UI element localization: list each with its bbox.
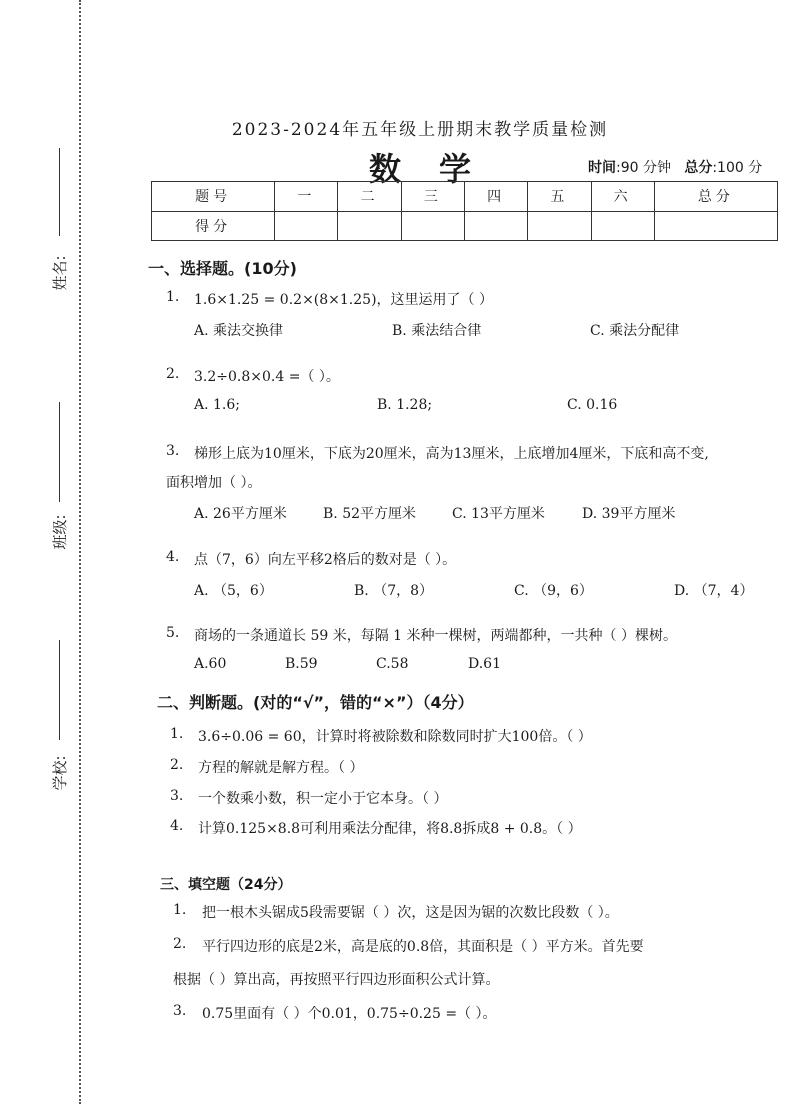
time-label: 时间 bbox=[588, 160, 616, 176]
question-text: 平行四边形的底是2米，高是底的0.8倍，其面积是（ ）平方米。首先要 bbox=[202, 939, 644, 955]
section-3-title: 三、填空题（24分） bbox=[160, 877, 292, 893]
option-a: A. 1.6; bbox=[194, 397, 240, 413]
question-number: 3. bbox=[166, 443, 180, 459]
question-number: 4. bbox=[170, 818, 184, 834]
score-table-header-row bbox=[152, 182, 778, 212]
subject-title: 数学 bbox=[369, 150, 510, 188]
score-header-cell: 四 bbox=[464, 182, 527, 212]
option-c: C. 乘法分配律 bbox=[590, 323, 680, 339]
question-text: 0.75里面有（ ）个0.01，0.75÷0.25 =（ ）。 bbox=[202, 1006, 497, 1022]
name-line bbox=[59, 148, 60, 236]
score-header-cell: 五 bbox=[528, 182, 591, 212]
option-c: C. （9，6） bbox=[514, 583, 593, 599]
option-a: A. 26平方厘米 bbox=[194, 506, 287, 522]
question-number: 1. bbox=[170, 726, 184, 742]
question-text: 商场的一条通道长 59 米，每隔 1 米种一棵树，两端都种，一共种（ ）棵树。 bbox=[194, 628, 677, 644]
exam-title: 2023-2024年五年级上册期末教学质量检测 bbox=[231, 120, 609, 140]
option-c: C. 13平方厘米 bbox=[452, 506, 545, 522]
time-value: :90 分钟 bbox=[616, 160, 671, 176]
option-a: A.60 bbox=[194, 656, 227, 672]
question-text: 梯形上底为10厘米，下底为20厘米，高为13厘米，上底增加4厘米，下底和高不变, bbox=[194, 446, 709, 462]
question-text: 1.6×1.25 = 0.2×(8×1.25)，这里运用了（ ） bbox=[194, 292, 493, 308]
question-number: 3. bbox=[173, 1003, 187, 1019]
score-blank-cell[interactable] bbox=[401, 211, 464, 241]
name-label: 姓名: bbox=[51, 255, 69, 291]
score-blank-cell[interactable] bbox=[338, 211, 401, 241]
option-b: B. （7，8） bbox=[354, 583, 434, 599]
binding-dotted-line bbox=[79, 0, 81, 1104]
score-header-cell: 二 bbox=[338, 182, 401, 212]
score-table bbox=[151, 181, 778, 241]
question-text: 3.2÷0.8×0.4 =（ ）。 bbox=[194, 369, 340, 385]
score-row-label: 得分 bbox=[152, 211, 275, 241]
option-d: D. 39平方厘米 bbox=[582, 506, 676, 522]
question-text: 方程的解就是解方程。（ ） bbox=[198, 760, 364, 776]
question-text: 计算0.125×8.8可利用乘法分配律，将8.8拆成8 + 0.8。（ ） bbox=[198, 821, 582, 837]
section-2-title: 二、判断题。(对的“√”，错的“×”）（4分） bbox=[157, 693, 474, 712]
option-c: C.58 bbox=[376, 656, 409, 672]
option-d: D.61 bbox=[468, 656, 501, 672]
score-header-cell: 三 bbox=[401, 182, 464, 212]
score-header-cell: 六 bbox=[591, 182, 654, 212]
total-value: :100 分 bbox=[712, 160, 763, 176]
option-c: C. 0.16 bbox=[567, 397, 618, 413]
question-number: 1. bbox=[166, 289, 180, 305]
option-b: B. 乘法结合律 bbox=[392, 323, 482, 339]
question-number: 1. bbox=[173, 902, 187, 918]
question-text-continued: 面积增加（ ）。 bbox=[166, 475, 262, 491]
question-text: 3.6÷0.06 = 60，计算时将被除数和除数同时扩大100倍。（ ） bbox=[198, 729, 592, 745]
score-header-cell: 总分 bbox=[654, 182, 777, 212]
question-text: 点（7，6）向左平移2格后的数对是（ ）。 bbox=[194, 552, 457, 568]
option-b: B. 1.28; bbox=[377, 397, 433, 413]
option-d: D. （7，4） bbox=[674, 583, 754, 599]
question-text-continued: 根据（ ）算出高，再按照平行四边形面积公式计算。 bbox=[173, 972, 500, 988]
question-number: 2. bbox=[173, 936, 187, 952]
option-b: B.59 bbox=[285, 656, 318, 672]
time-info bbox=[588, 157, 762, 177]
class-label: 班级: bbox=[51, 514, 69, 550]
question-number: 2. bbox=[166, 366, 180, 382]
question-number: 2. bbox=[170, 757, 184, 773]
option-a: A. （5，6） bbox=[194, 583, 273, 599]
total-label: 总分 bbox=[684, 160, 713, 176]
question-text: 一个数乘小数，积一定小于它本身。（ ） bbox=[198, 791, 448, 807]
question-text: 把一根木头锯成5段需要锯（ ）次，这是因为锯的次数比段数（ ）。 bbox=[202, 905, 619, 921]
question-number: 4. bbox=[166, 549, 180, 565]
school-line bbox=[59, 640, 60, 740]
school-label: 学校: bbox=[51, 755, 69, 791]
score-blank-cell[interactable] bbox=[654, 211, 777, 241]
option-a: A. 乘法交换律 bbox=[194, 323, 284, 339]
score-blank-cell[interactable] bbox=[591, 211, 654, 241]
question-number: 5. bbox=[166, 625, 180, 641]
score-table-score-row bbox=[152, 211, 778, 241]
option-b: B. 52平方厘米 bbox=[323, 506, 417, 522]
score-blank-cell[interactable] bbox=[464, 211, 527, 241]
section-1-title: 一、选择题。(10分) bbox=[148, 259, 297, 278]
score-blank-cell[interactable] bbox=[275, 211, 338, 241]
score-blank-cell[interactable] bbox=[528, 211, 591, 241]
class-line bbox=[59, 402, 60, 502]
score-header-cell: 一 bbox=[275, 182, 338, 212]
question-number: 3. bbox=[170, 788, 184, 804]
score-header-cell: 题号 bbox=[152, 182, 275, 212]
